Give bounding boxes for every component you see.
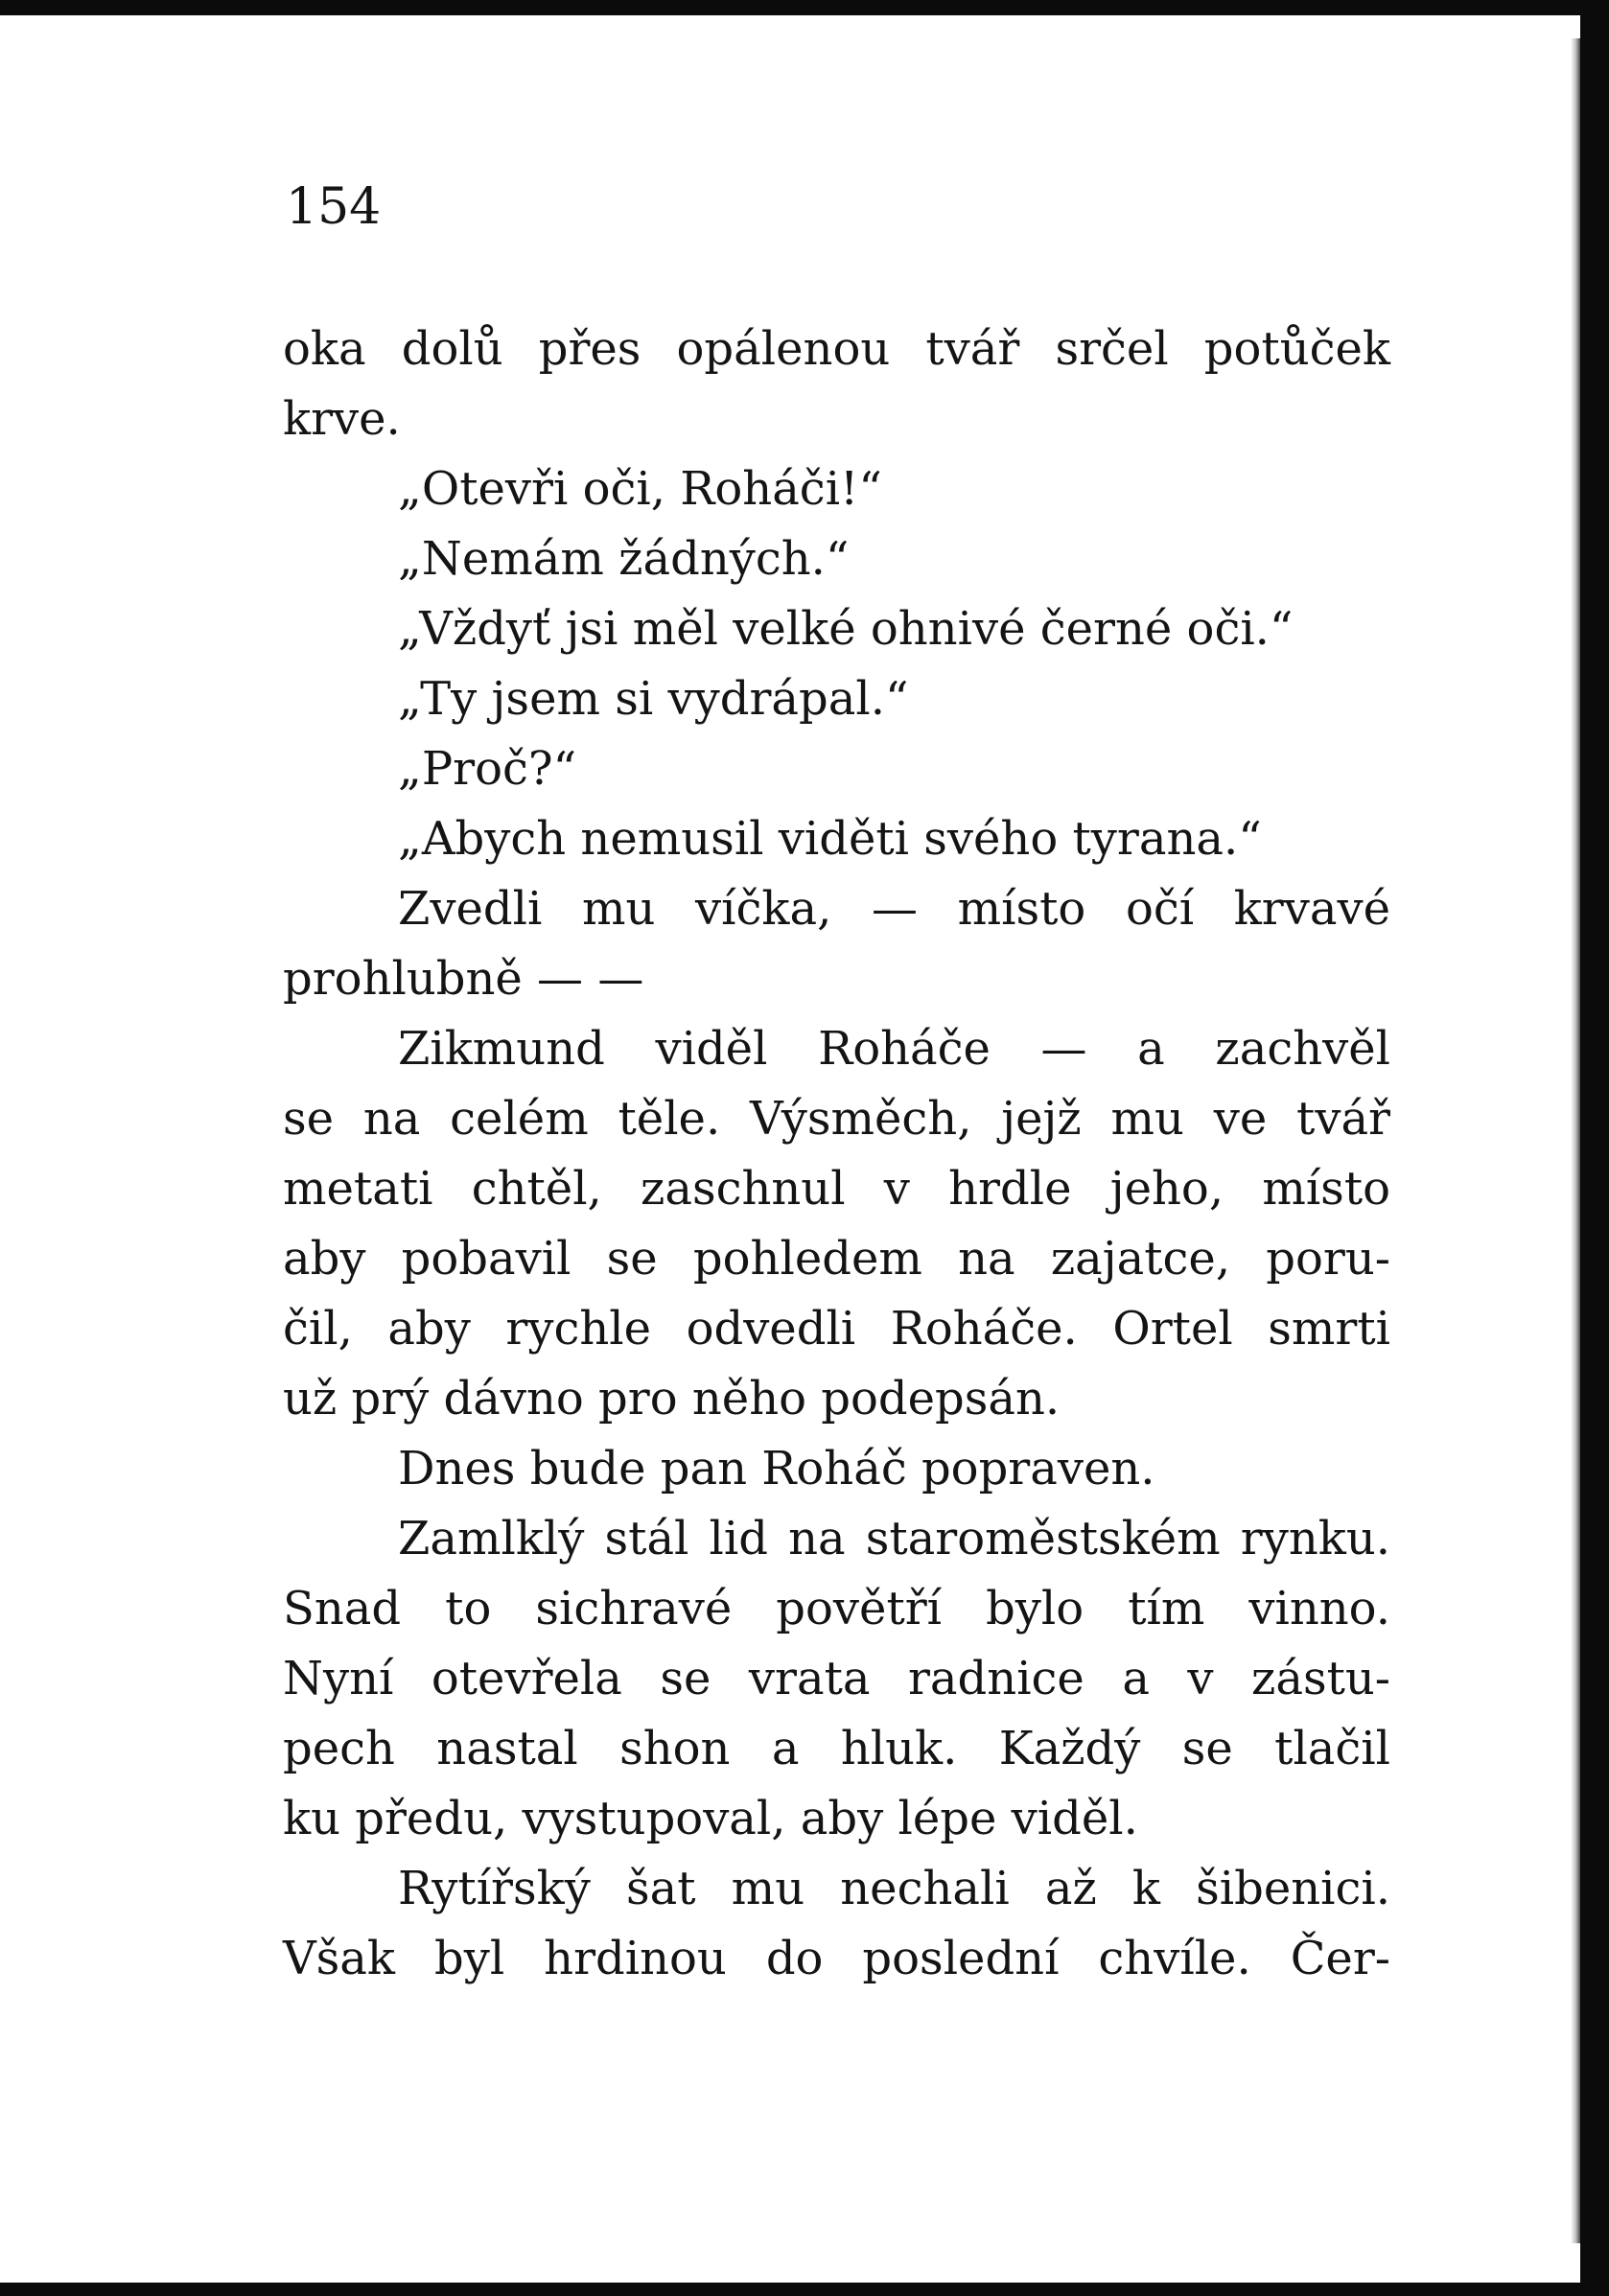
text-line: oka dolů přes opálenou tvář srčel potůček bbox=[283, 322, 1390, 376]
text-line: se na celém těle. Výsměch, jejž mu ve tvář bbox=[283, 1092, 1390, 1146]
text-line: „Abych nemusil viděti svého tyrana.“ bbox=[398, 812, 1262, 866]
text-line: už prý dávno pro něho podepsán. bbox=[283, 1372, 1061, 1426]
page-number: 154 bbox=[286, 178, 382, 236]
text-line: „Otevři oči, Roháči!“ bbox=[398, 462, 882, 516]
text-line: ku předu, vystupoval, aby lépe viděl. bbox=[283, 1792, 1138, 1845]
text-line: Dnes bude pan Roháč popraven. bbox=[398, 1442, 1155, 1496]
scan-edge-bottom bbox=[0, 2283, 1609, 2296]
text-line: čil, aby rychle odvedli Roháče. Ortel smrti bbox=[283, 1302, 1390, 1356]
text-line: Zikmund viděl Roháče — a zachvěl bbox=[398, 1022, 1390, 1076]
text-line: metati chtěl, zaschnul v hrdle jeho, místo bbox=[283, 1162, 1390, 1216]
text-line: krve. bbox=[283, 392, 401, 446]
body-text bbox=[283, 314, 1390, 1994]
text-line: pech nastal shon a hluk. Každý se tlačil bbox=[283, 1722, 1390, 1775]
text-line: Však byl hrdinou do poslední chvíle. Čer- bbox=[283, 1932, 1390, 1985]
text-line: Snad to sichravé povětří bylo tím vinno. bbox=[283, 1582, 1390, 1635]
text-line: Nyní otevřela se vrata radnice a v zástu- bbox=[283, 1652, 1390, 1705]
scan-edge-top bbox=[0, 0, 1609, 15]
text-line: prohlubně — — bbox=[283, 952, 644, 1006]
text-line: „Nemám žádných.“ bbox=[398, 532, 850, 586]
text-line: aby pobavil se pohledem na zajatce, poru- bbox=[283, 1232, 1390, 1286]
text-line: „Vždyť jsi měl velké ohnivé černé oči.“ bbox=[398, 602, 1294, 656]
text-line: „Ty jsem si vydrápal.“ bbox=[398, 672, 909, 726]
scan-edge-right bbox=[1580, 0, 1609, 2296]
text-line: Rytířský šat mu nechali až k šibenici. bbox=[398, 1862, 1390, 1915]
text-line: „Proč?“ bbox=[398, 742, 577, 796]
text-line: Zvedli mu víčka, — místo očí krvavé bbox=[398, 882, 1390, 936]
page-edge-shadow bbox=[1571, 38, 1580, 2243]
text-line: Zamlklý stál lid na staroměstském rynku. bbox=[398, 1512, 1390, 1565]
